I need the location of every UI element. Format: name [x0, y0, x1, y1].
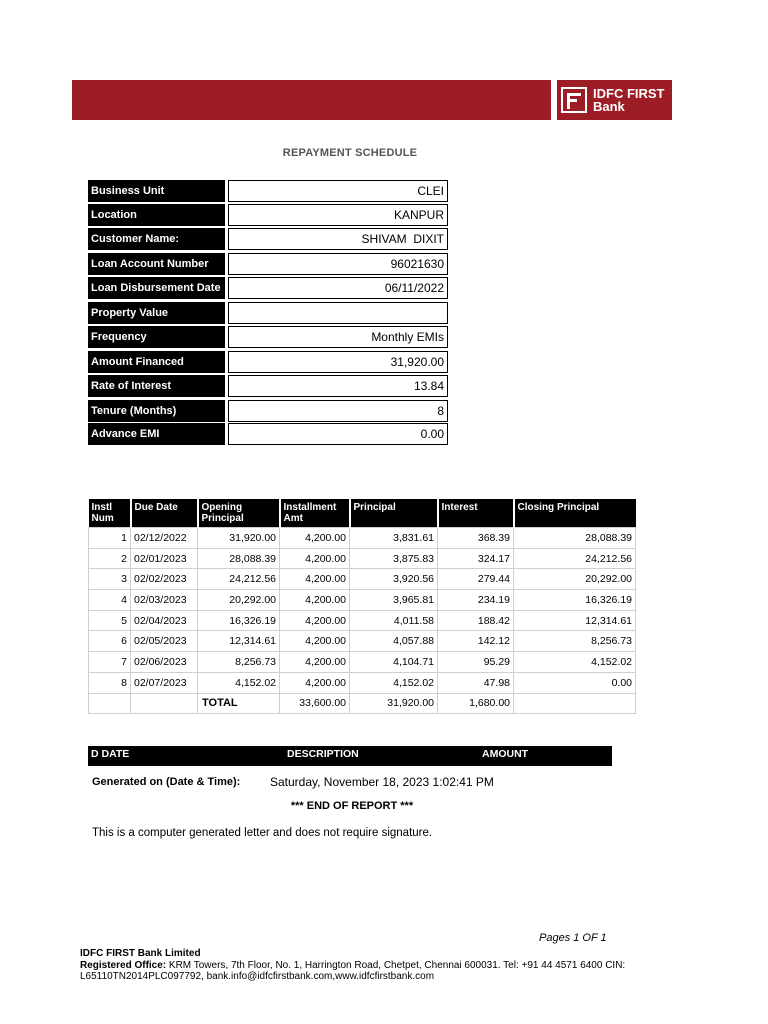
interest-cell: 279.44 [438, 569, 514, 590]
due-date-cell: 02/04/2023 [131, 610, 198, 631]
info-label: Property Value [88, 302, 225, 324]
instl-num-cell: 4 [89, 590, 131, 611]
installment-cell: 4,200.00 [280, 569, 350, 590]
logo-text [593, 87, 665, 113]
interest-cell: 142.12 [438, 631, 514, 652]
table-row [89, 569, 636, 590]
table-row [89, 652, 636, 673]
page-title: REPAYMENT SCHEDULE [282, 147, 418, 159]
principal-cell: 4,104.71 [350, 652, 438, 673]
info-label: Loan Disbursement Date [88, 277, 225, 299]
table-row [89, 672, 636, 693]
footer-cin: L65110TN2014PLC097792, bank.info@idfcfirstbank.com,www.idfcfirstbank.com [80, 971, 435, 982]
total-label: TOTAL [198, 693, 280, 714]
info-value: 0.00 [228, 423, 448, 445]
table-row [89, 590, 636, 611]
page-number: Pages 1 OF 1 [539, 932, 607, 944]
closing-principal-cell: 28,088.39 [514, 528, 636, 549]
installment-cell: 4,200.00 [280, 672, 350, 693]
info-value: 13.84 [228, 375, 448, 397]
col-header-closing-principal: Closing Principal [514, 499, 636, 528]
table-row [89, 631, 636, 652]
interest-cell: 47.98 [438, 672, 514, 693]
closing-principal-cell: 16,326.19 [514, 590, 636, 611]
footer [80, 948, 680, 983]
footer-company: IDFC FIRST Bank Limited [80, 948, 201, 959]
interest-cell: 188.42 [438, 610, 514, 631]
closing-principal-cell: 8,256.73 [514, 631, 636, 652]
closing-principal-cell: 12,314.61 [514, 610, 636, 631]
total-empty-cell [514, 693, 636, 714]
info-label: Location [88, 204, 225, 226]
due-date-cell: 02/05/2023 [131, 631, 198, 652]
due-date-cell: 02/07/2023 [131, 672, 198, 693]
info-value: CLEI [228, 180, 448, 202]
col-header-date: D DATE [91, 748, 130, 760]
closing-principal-cell: 0.00 [514, 672, 636, 693]
instl-num-cell: 7 [89, 652, 131, 673]
opening-principal-cell: 4,152.02 [198, 672, 280, 693]
signature-note: This is a computer generated letter and does not require signature. [92, 827, 433, 839]
col-header-interest: Interest [438, 499, 514, 528]
info-value [228, 302, 448, 324]
instl-num-cell: 8 [89, 672, 131, 693]
col-header-principal: Principal [350, 499, 438, 528]
col-header-due-date: Due Date [131, 499, 198, 528]
table-header-row [89, 499, 636, 528]
info-value: 31,920.00 [228, 351, 448, 373]
info-label: Tenure (Months) [88, 400, 225, 422]
due-date-cell: 02/03/2023 [131, 590, 198, 611]
info-label: Loan Account Number [88, 253, 225, 275]
info-value: 8 [228, 400, 448, 422]
footer-registered-label: Registered Office: [80, 959, 167, 971]
principal-cell: 3,920.56 [350, 569, 438, 590]
table-row [89, 528, 636, 549]
info-label: Amount Financed [88, 351, 225, 373]
opening-principal-cell: 8,256.73 [198, 652, 280, 673]
col-header-opening-principal: Opening Principal [198, 499, 280, 528]
logo-line2: Bank [593, 99, 625, 114]
footer-registered-text: KRM Towers, 7th Floor, No. 1, Harrington Road, Chetpet, Chennai 600031. Tel: +91 44 4571 6400 CIN: [166, 959, 626, 971]
due-date-cell: 02/12/2022 [131, 528, 198, 549]
info-value: 96021630 [228, 253, 448, 275]
principal-cell: 4,152.02 [350, 672, 438, 693]
installment-cell: 4,200.00 [280, 528, 350, 549]
installment-cell: 4,200.00 [280, 652, 350, 673]
principal-cell: 3,875.83 [350, 548, 438, 569]
info-value: Monthly EMIs [228, 326, 448, 348]
repayment-schedule-table [88, 499, 636, 714]
info-value: SHIVAM DIXIT [228, 228, 448, 250]
closing-principal-cell: 4,152.02 [514, 652, 636, 673]
principal-cell: 4,011.58 [350, 610, 438, 631]
instl-num-cell: 3 [89, 569, 131, 590]
due-date-cell: 02/01/2023 [131, 548, 198, 569]
col-header-instl-num: Instl Num [89, 499, 131, 528]
table-row [89, 548, 636, 569]
installment-cell: 4,200.00 [280, 610, 350, 631]
due-date-cell: 02/06/2023 [131, 652, 198, 673]
opening-principal-cell: 12,314.61 [198, 631, 280, 652]
installment-cell: 4,200.00 [280, 548, 350, 569]
col-header-amount: AMOUNT [482, 748, 529, 760]
description-table-header [88, 746, 612, 766]
due-date-cell: 02/02/2023 [131, 569, 198, 590]
info-label: Business Unit [88, 180, 225, 202]
opening-principal-cell: 16,326.19 [198, 610, 280, 631]
closing-principal-cell: 24,212.56 [514, 548, 636, 569]
footer-address [80, 960, 680, 972]
installment-cell: 4,200.00 [280, 631, 350, 652]
bank-logo [551, 80, 671, 120]
instl-num-cell: 1 [89, 528, 131, 549]
opening-principal-cell: 24,212.56 [198, 569, 280, 590]
info-label: Rate of Interest [88, 375, 225, 397]
instl-num-cell: 2 [89, 548, 131, 569]
total-empty-cell [89, 693, 131, 714]
installment-cell: 4,200.00 [280, 590, 350, 611]
generated-label: Generated on (Date & Time): [92, 776, 241, 788]
col-header-installment-amt: Installment Amt [280, 499, 350, 528]
generated-value: Saturday, November 18, 2023 1:02:41 PM [270, 775, 494, 789]
opening-principal-cell: 31,920.00 [198, 528, 280, 549]
table-row [89, 610, 636, 631]
opening-principal-cell: 28,088.39 [198, 548, 280, 569]
info-value: 06/11/2022 [228, 277, 448, 299]
interest-cell: 324.17 [438, 548, 514, 569]
info-label: Frequency [88, 326, 225, 348]
logo-line1: IDFC FIRST [593, 86, 665, 101]
col-header-description: DESCRIPTION [287, 748, 359, 760]
interest-cell: 95.29 [438, 652, 514, 673]
schedule-body [89, 528, 636, 694]
info-label: Customer Name: [88, 228, 225, 250]
principal-cell: 3,831.61 [350, 528, 438, 549]
total-row [89, 693, 636, 714]
info-value: KANPUR [228, 204, 448, 226]
idfc-logo-icon [561, 87, 587, 113]
total-principal: 31,920.00 [350, 693, 438, 714]
info-label: Advance EMI [88, 423, 225, 445]
end-of-report: *** END OF REPORT *** [290, 800, 414, 812]
total-interest: 1,680.00 [438, 693, 514, 714]
principal-cell: 3,965.81 [350, 590, 438, 611]
total-installment: 33,600.00 [280, 693, 350, 714]
instl-num-cell: 6 [89, 631, 131, 652]
opening-principal-cell: 20,292.00 [198, 590, 280, 611]
interest-cell: 368.39 [438, 528, 514, 549]
instl-num-cell: 5 [89, 610, 131, 631]
total-empty-cell [131, 693, 198, 714]
principal-cell: 4,057.88 [350, 631, 438, 652]
closing-principal-cell: 20,292.00 [514, 569, 636, 590]
interest-cell: 234.19 [438, 590, 514, 611]
